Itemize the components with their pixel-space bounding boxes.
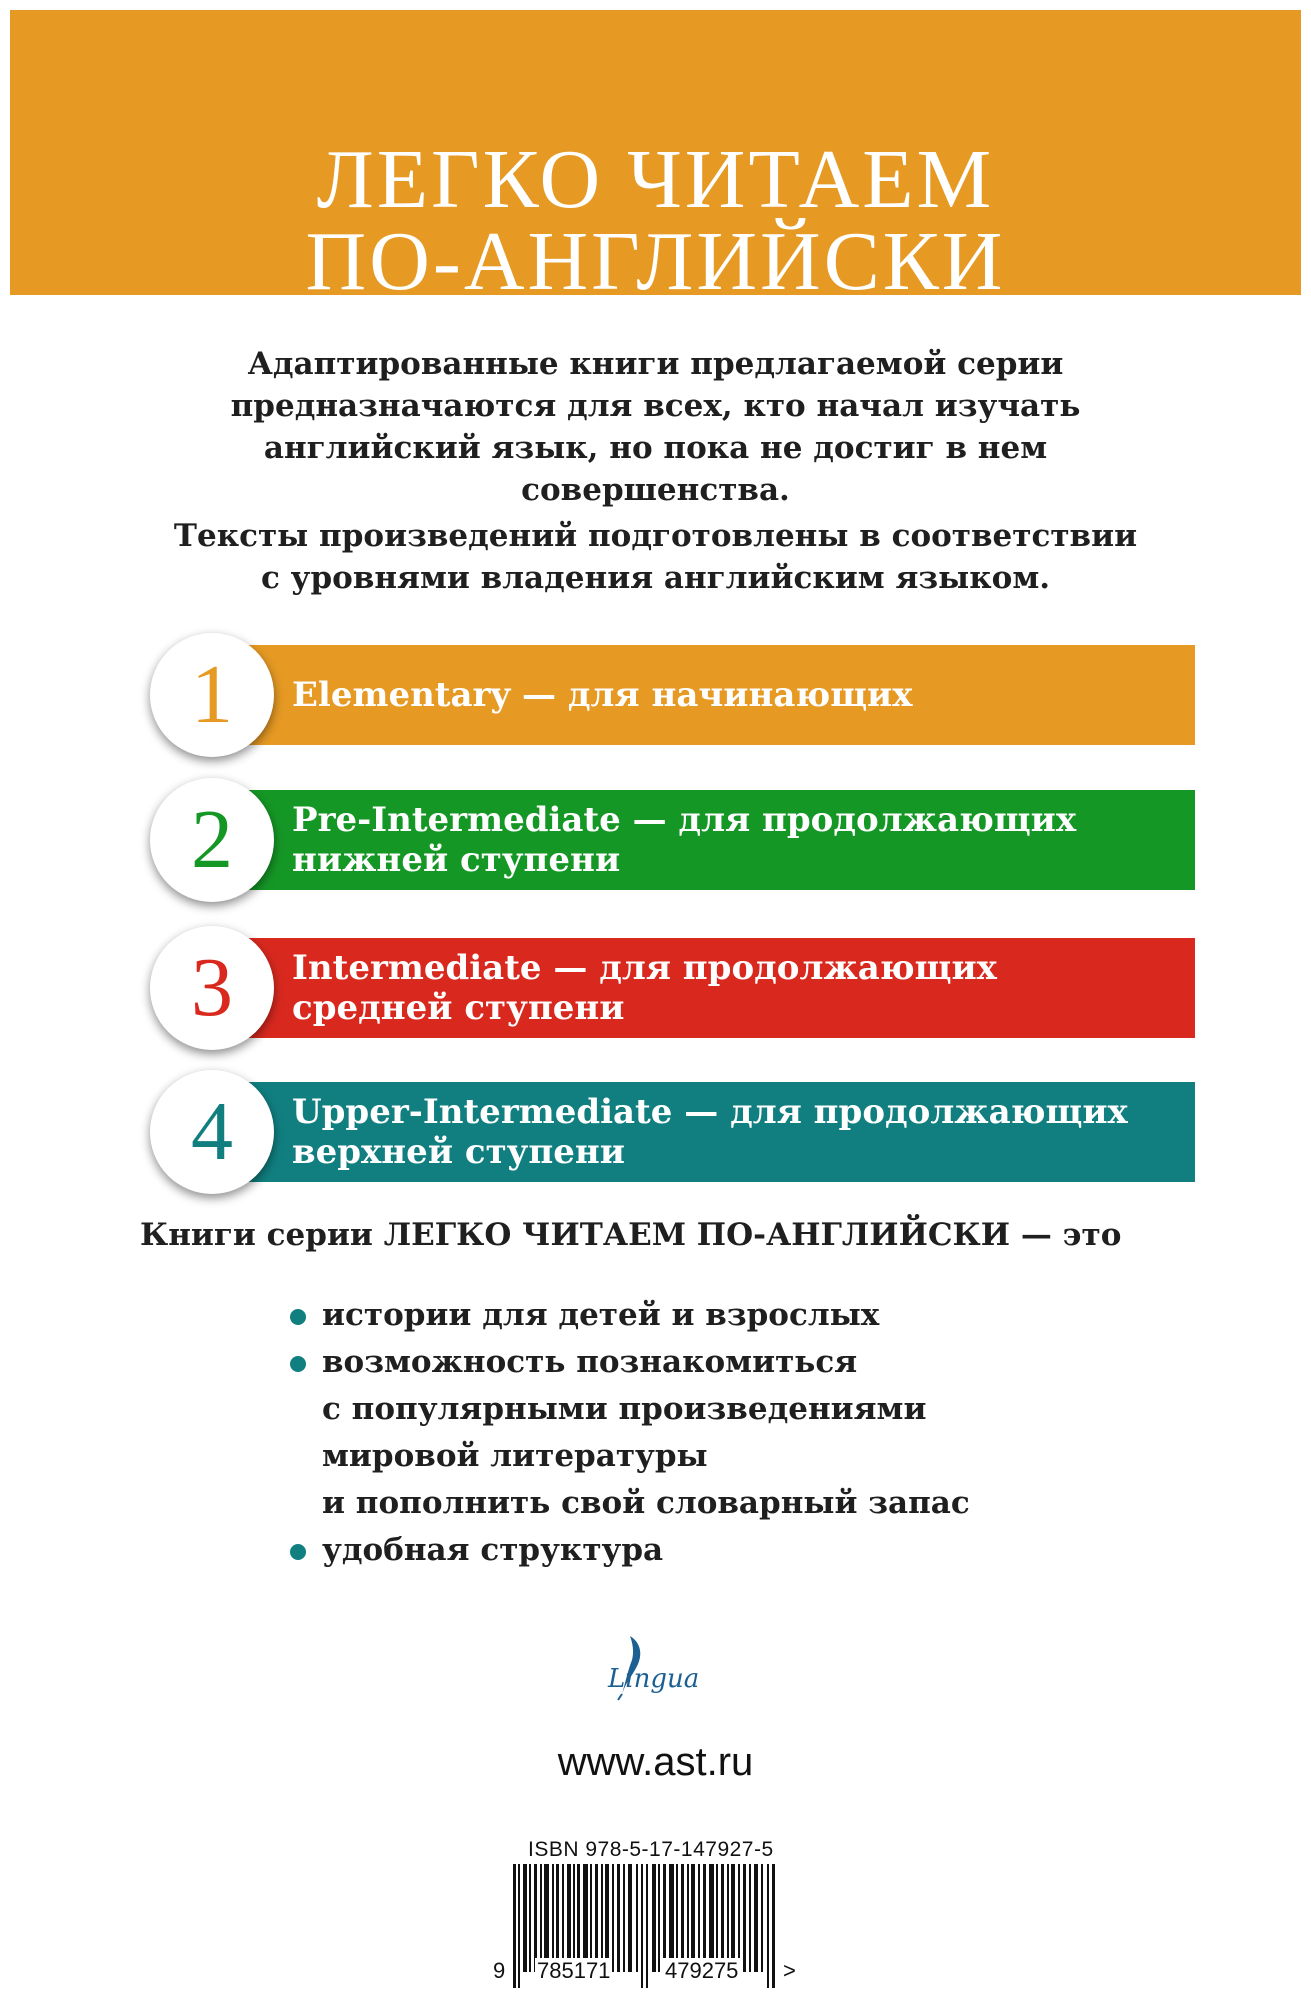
barcode-end-mark: > (783, 1958, 796, 1983)
level-2-row (0, 790, 1311, 890)
level-text-line2: верхней ступени (292, 1132, 626, 1172)
feature-list (286, 1292, 970, 1574)
intro-line: Тексты произведений подготовлены в соответствии (173, 518, 1138, 554)
level-text-line1: Elementary — для начинающих (292, 675, 913, 715)
feature-item (286, 1527, 970, 1574)
level-number-badge: 2 (150, 778, 274, 902)
barcode-first-digit: 9 (493, 1958, 506, 1983)
barcode-right-group: 479275 (665, 1958, 739, 1983)
lingua-logo (590, 1632, 730, 1712)
feature-line: мировой литературы (322, 1438, 708, 1474)
logo-text: Lingua (608, 1664, 700, 1694)
level-text-line2: нижней ступени (292, 840, 621, 880)
level-text-line2: средней ступени (292, 988, 625, 1028)
feature-item (286, 1292, 970, 1339)
intro-paragraph-1 (0, 343, 1311, 511)
bullet-icon (290, 1309, 306, 1325)
feature-line: и пополнить свой словарный запас (322, 1485, 970, 1521)
bullet-icon (290, 1356, 306, 1372)
publisher-website[interactable]: www.ast.ru (557, 1740, 754, 1784)
intro-line: Адаптированные книги предлагаемой серии (247, 346, 1064, 382)
series-description: Книги серии ЛЕГКО ЧИТАЕМ ПО-АНГЛИЙСКИ — это (140, 1217, 1122, 1253)
bullet-icon (290, 1544, 306, 1560)
header-banner (10, 10, 1301, 308)
intro-line: совершенства. (521, 472, 790, 508)
feature-line: возможность познакомиться (322, 1344, 858, 1380)
feature-line: удобная структура (322, 1532, 664, 1568)
intro-paragraph-2 (0, 515, 1311, 599)
level-text-line1: Pre-Intermediate — для продолжающих (292, 800, 1077, 840)
level-3-row (0, 938, 1311, 1038)
isbn-number: ISBN 978-5-17-147927-5 (528, 1838, 774, 1861)
level-description (292, 1082, 1192, 1182)
level-number-badge: 1 (150, 633, 274, 757)
level-text-line1: Upper-Intermediate — для продолжающих (292, 1092, 1128, 1132)
intro-line: английский язык, но пока не достиг в нем (263, 430, 1048, 466)
level-number-badge: 3 (150, 926, 274, 1050)
level-description (292, 790, 1192, 890)
series-title-line2: ПО-АНГЛИЙСКИ (305, 215, 1006, 308)
series-title-line1: ЛЕГКО ЧИТАЕМ (316, 133, 995, 226)
barcode-left-group: 785171 (537, 1958, 611, 1983)
level-description (292, 645, 1192, 745)
feature-line: с популярными произведениями (322, 1391, 927, 1427)
feature-item (286, 1339, 970, 1527)
level-1-row (0, 645, 1311, 745)
feature-line: истории для детей и взрослых (322, 1297, 880, 1333)
level-number-badge: 4 (150, 1070, 274, 1194)
level-description (292, 938, 1192, 1038)
level-text-line1: Intermediate — для продолжающих (292, 948, 997, 988)
level-4-row (0, 1082, 1311, 1182)
intro-line: предназначаются для всех, кто начал изучать (230, 388, 1081, 424)
intro-line: с уровнями владения английским языком. (260, 560, 1051, 596)
